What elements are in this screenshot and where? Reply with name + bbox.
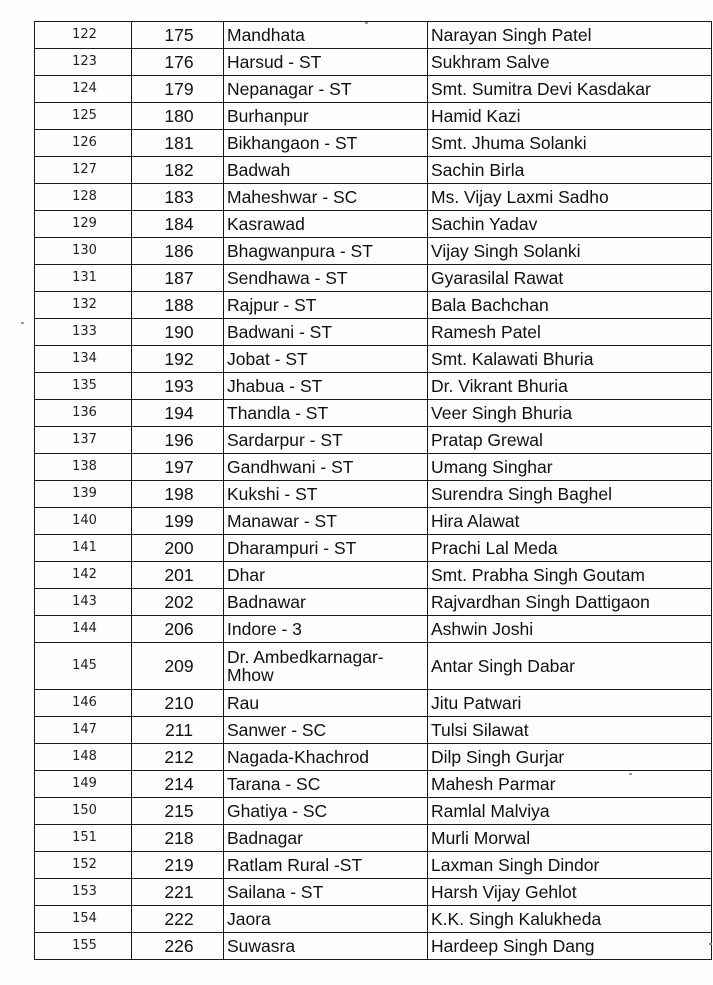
serial-number-cell: 124 xyxy=(35,76,132,103)
constituency-name-cell: Ratlam Rural -ST xyxy=(224,852,428,879)
candidate-name-cell: Pratap Grewal xyxy=(428,427,712,454)
table-row xyxy=(35,825,712,852)
serial-number-cell: 138 xyxy=(35,454,132,481)
table-row xyxy=(35,616,712,643)
serial-number-cell: 126 xyxy=(35,130,132,157)
constituency-number-cell: 181 xyxy=(132,130,224,157)
constituency-number-cell: 201 xyxy=(132,562,224,589)
table-row xyxy=(35,852,712,879)
constituency-name-cell: Tarana - SC xyxy=(224,771,428,798)
constituency-name-cell: Indore - 3 xyxy=(224,616,428,643)
constituency-name-cell: Manawar - ST xyxy=(224,508,428,535)
candidate-name-cell: Smt. Sumitra Devi Kasdakar xyxy=(428,76,712,103)
serial-number-cell: 135 xyxy=(35,373,132,400)
constituency-number-cell: 179 xyxy=(132,76,224,103)
table-row xyxy=(35,346,712,373)
candidate-name-cell: Jitu Patwari xyxy=(428,690,712,717)
constituency-name-cell: Rajpur - ST xyxy=(224,292,428,319)
constituency-number-cell: 199 xyxy=(132,508,224,535)
candidate-name-cell: Prachi Lal Meda xyxy=(428,535,712,562)
serial-number-cell: 131 xyxy=(35,265,132,292)
scan-speck xyxy=(21,322,24,324)
candidate-name-cell: Hira Alawat xyxy=(428,508,712,535)
serial-number-cell: 137 xyxy=(35,427,132,454)
constituency-name-cell: Gandhwani - ST xyxy=(224,454,428,481)
constituency-number-cell: 186 xyxy=(132,238,224,265)
serial-number-cell: 154 xyxy=(35,906,132,933)
table-row xyxy=(35,265,712,292)
constituency-number-cell: 180 xyxy=(132,103,224,130)
serial-number-cell: 144 xyxy=(35,616,132,643)
candidate-table xyxy=(34,21,712,960)
scan-speck xyxy=(365,22,368,24)
constituency-name-cell: Maheshwar - SC xyxy=(224,184,428,211)
table-row xyxy=(35,22,712,49)
serial-number-cell: 141 xyxy=(35,535,132,562)
serial-number-cell: 122 xyxy=(35,22,132,49)
constituency-name-cell: Badwani - ST xyxy=(224,319,428,346)
constituency-number-cell: 200 xyxy=(132,535,224,562)
candidate-name-cell: Smt. Jhuma Solanki xyxy=(428,130,712,157)
constituency-number-cell: 183 xyxy=(132,184,224,211)
candidate-name-cell: Gyarasilal Rawat xyxy=(428,265,712,292)
constituency-number-cell: 188 xyxy=(132,292,224,319)
candidate-name-cell: Smt. Prabha Singh Goutam xyxy=(428,562,712,589)
constituency-number-cell: 182 xyxy=(132,157,224,184)
candidate-name-cell: Sachin Yadav xyxy=(428,211,712,238)
table-row xyxy=(35,771,712,798)
table-row xyxy=(35,562,712,589)
serial-number-cell: 152 xyxy=(35,852,132,879)
constituency-name-cell: Dharampuri - ST xyxy=(224,535,428,562)
serial-number-cell: 151 xyxy=(35,825,132,852)
constituency-number-cell: 218 xyxy=(132,825,224,852)
serial-number-cell: 133 xyxy=(35,319,132,346)
candidate-name-cell: Ramesh Patel xyxy=(428,319,712,346)
serial-number-cell: 129 xyxy=(35,211,132,238)
candidate-name-cell: Umang Singhar xyxy=(428,454,712,481)
table-row xyxy=(35,319,712,346)
constituency-name-cell: Bikhangaon - ST xyxy=(224,130,428,157)
candidate-name-cell: Ashwin Joshi xyxy=(428,616,712,643)
constituency-number-cell: 175 xyxy=(132,22,224,49)
constituency-number-cell: 210 xyxy=(132,690,224,717)
constituency-name-cell: Jobat - ST xyxy=(224,346,428,373)
serial-number-cell: 145 xyxy=(35,643,132,690)
constituency-number-cell: 194 xyxy=(132,400,224,427)
table-row xyxy=(35,130,712,157)
constituency-number-cell: 211 xyxy=(132,717,224,744)
scan-speck xyxy=(629,773,632,775)
serial-number-cell: 136 xyxy=(35,400,132,427)
constituency-name-cell: Kukshi - ST xyxy=(224,481,428,508)
constituency-number-cell: 214 xyxy=(132,771,224,798)
table-row xyxy=(35,103,712,130)
constituency-name-cell: Ghatiya - SC xyxy=(224,798,428,825)
table-row xyxy=(35,933,712,960)
constituency-number-cell: 187 xyxy=(132,265,224,292)
table-row xyxy=(35,373,712,400)
table-row xyxy=(35,76,712,103)
constituency-name-cell: Badnawar xyxy=(224,589,428,616)
candidate-name-cell: Laxman Singh Dindor xyxy=(428,852,712,879)
serial-number-cell: 146 xyxy=(35,690,132,717)
candidate-name-cell: Narayan Singh Patel xyxy=(428,22,712,49)
candidate-name-cell: Hamid Kazi xyxy=(428,103,712,130)
constituency-number-cell: 226 xyxy=(132,933,224,960)
constituency-number-cell: 198 xyxy=(132,481,224,508)
table-row xyxy=(35,427,712,454)
constituency-number-cell: 219 xyxy=(132,852,224,879)
table-row xyxy=(35,535,712,562)
table-row xyxy=(35,481,712,508)
serial-number-cell: 153 xyxy=(35,879,132,906)
constituency-name-cell: Jhabua - ST xyxy=(224,373,428,400)
serial-number-cell: 128 xyxy=(35,184,132,211)
candidate-name-cell: Vijay Singh Solanki xyxy=(428,238,712,265)
serial-number-cell: 150 xyxy=(35,798,132,825)
serial-number-cell: 143 xyxy=(35,589,132,616)
serial-number-cell: 123 xyxy=(35,49,132,76)
table-row xyxy=(35,906,712,933)
serial-number-cell: 149 xyxy=(35,771,132,798)
table-row xyxy=(35,211,712,238)
constituency-name-cell: Sanwer - SC xyxy=(224,717,428,744)
constituency-number-cell: 212 xyxy=(132,744,224,771)
candidate-name-cell: Dilp Singh Gurjar xyxy=(428,744,712,771)
constituency-name-cell: Thandla - ST xyxy=(224,400,428,427)
candidate-name-cell: Bala Bachchan xyxy=(428,292,712,319)
serial-number-cell: 140 xyxy=(35,508,132,535)
table-row xyxy=(35,454,712,481)
serial-number-cell: 147 xyxy=(35,717,132,744)
table-row xyxy=(35,798,712,825)
candidate-name-cell: K.K. Singh Kalukheda xyxy=(428,906,712,933)
candidate-name-cell: Sukhram Salve xyxy=(428,49,712,76)
constituency-name-cell: Sailana - ST xyxy=(224,879,428,906)
constituency-number-cell: 209 xyxy=(132,643,224,690)
constituency-name-cell: Kasrawad xyxy=(224,211,428,238)
constituency-name-cell: Badnagar xyxy=(224,825,428,852)
serial-number-cell: 148 xyxy=(35,744,132,771)
candidate-name-cell: Rajvardhan Singh Dattigaon xyxy=(428,589,712,616)
constituency-name-cell: Badwah xyxy=(224,157,428,184)
serial-number-cell: 139 xyxy=(35,481,132,508)
constituency-name-cell: Nepanagar - ST xyxy=(224,76,428,103)
constituency-number-cell: 222 xyxy=(132,906,224,933)
candidate-name-cell: Dr. Vikrant Bhuria xyxy=(428,373,712,400)
candidate-table-body xyxy=(35,22,712,960)
serial-number-cell: 132 xyxy=(35,292,132,319)
scan-speck xyxy=(709,943,712,945)
table-row xyxy=(35,157,712,184)
constituency-name-cell: Nagada-Khachrod xyxy=(224,744,428,771)
constituency-number-cell: 202 xyxy=(132,589,224,616)
candidate-name-cell: Veer Singh Bhuria xyxy=(428,400,712,427)
constituency-number-cell: 196 xyxy=(132,427,224,454)
constituency-name-cell: Suwasra xyxy=(224,933,428,960)
serial-number-cell: 134 xyxy=(35,346,132,373)
constituency-number-cell: 190 xyxy=(132,319,224,346)
candidate-name-cell: Smt. Kalawati Bhuria xyxy=(428,346,712,373)
table-row xyxy=(35,508,712,535)
candidate-name-cell: Ms. Vijay Laxmi Sadho xyxy=(428,184,712,211)
constituency-name-cell: Sendhawa - ST xyxy=(224,265,428,292)
table-row xyxy=(35,717,712,744)
constituency-number-cell: 176 xyxy=(132,49,224,76)
table-row xyxy=(35,589,712,616)
candidate-name-cell: Surendra Singh Baghel xyxy=(428,481,712,508)
serial-number-cell: 130 xyxy=(35,238,132,265)
candidate-name-cell: Tulsi Silawat xyxy=(428,717,712,744)
serial-number-cell: 155 xyxy=(35,933,132,960)
serial-number-cell: 127 xyxy=(35,157,132,184)
table-row xyxy=(35,744,712,771)
candidate-name-cell: Murli Morwal xyxy=(428,825,712,852)
serial-number-cell: 125 xyxy=(35,103,132,130)
table-row xyxy=(35,292,712,319)
table-row xyxy=(35,643,712,690)
constituency-name-cell: Harsud - ST xyxy=(224,49,428,76)
constituency-number-cell: 193 xyxy=(132,373,224,400)
table-row xyxy=(35,400,712,427)
serial-number-cell: 142 xyxy=(35,562,132,589)
candidate-name-cell: Sachin Birla xyxy=(428,157,712,184)
constituency-name-cell: Burhanpur xyxy=(224,103,428,130)
constituency-number-cell: 206 xyxy=(132,616,224,643)
constituency-name-cell: Dhar xyxy=(224,562,428,589)
table-row xyxy=(35,238,712,265)
constituency-number-cell: 221 xyxy=(132,879,224,906)
constituency-number-cell: 192 xyxy=(132,346,224,373)
table-row xyxy=(35,49,712,76)
constituency-name-cell: Sardarpur - ST xyxy=(224,427,428,454)
table-row xyxy=(35,879,712,906)
constituency-number-cell: 184 xyxy=(132,211,224,238)
candidate-name-cell: Ramlal Malviya xyxy=(428,798,712,825)
constituency-name-cell: Jaora xyxy=(224,906,428,933)
candidate-name-cell: Antar Singh Dabar xyxy=(428,643,712,690)
table-row xyxy=(35,690,712,717)
constituency-name-cell: Rau xyxy=(224,690,428,717)
constituency-name-cell: Dr. Ambedkarnagar-Mhow xyxy=(224,643,428,690)
table-row xyxy=(35,184,712,211)
candidate-name-cell: Hardeep Singh Dang xyxy=(428,933,712,960)
constituency-number-cell: 215 xyxy=(132,798,224,825)
candidate-name-cell: Mahesh Parmar xyxy=(428,771,712,798)
constituency-name-cell: Bhagwanpura - ST xyxy=(224,238,428,265)
constituency-number-cell: 197 xyxy=(132,454,224,481)
candidate-name-cell: Harsh Vijay Gehlot xyxy=(428,879,712,906)
constituency-name-cell: Mandhata xyxy=(224,22,428,49)
